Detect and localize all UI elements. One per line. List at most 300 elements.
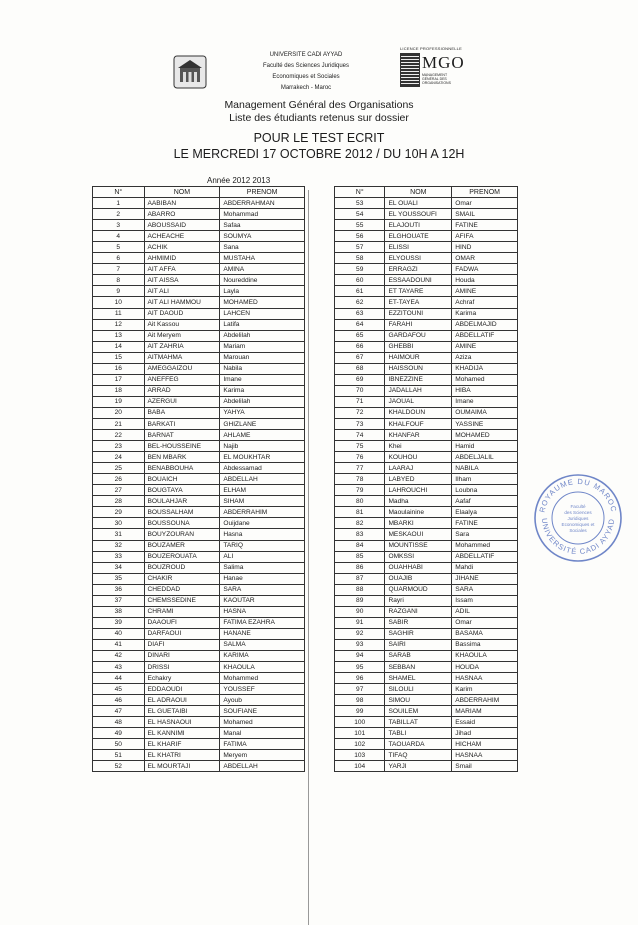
student-number: 41 — [93, 639, 145, 650]
table-row — [93, 198, 305, 209]
student-nom: OMKSSI — [385, 551, 452, 562]
table-row — [335, 650, 518, 661]
student-number: 2 — [93, 209, 145, 220]
table-row — [335, 529, 518, 540]
student-nom: YARJI — [385, 761, 452, 772]
student-nom: BOUYZOURAN — [144, 529, 220, 540]
student-number: 95 — [335, 662, 385, 673]
table-row — [335, 297, 518, 308]
student-nom: ABARRO — [144, 209, 220, 220]
student-prenom: LAHCEN — [220, 308, 305, 319]
table-row — [93, 396, 305, 407]
student-nom: EL MOURTAJI — [144, 761, 220, 772]
student-number: 65 — [335, 330, 385, 341]
student-nom: KHALDOUN — [385, 407, 452, 418]
student-nom: SIMOU — [385, 695, 452, 706]
student-prenom: HOUDA — [452, 662, 518, 673]
student-nom: BOUGTAYA — [144, 485, 220, 496]
table-row — [93, 231, 305, 242]
student-number: 8 — [93, 275, 145, 286]
student-nom: IBNEZZINE — [385, 374, 452, 385]
student-prenom: Karim — [452, 684, 518, 695]
student-nom: ABOUSSAID — [144, 220, 220, 231]
table-row — [335, 407, 518, 418]
table-row — [335, 695, 518, 706]
student-number: 94 — [335, 650, 385, 661]
student-prenom: ABDERRAHIM — [220, 507, 305, 518]
student-nom: Rayri — [385, 595, 452, 606]
student-prenom: Abdessamad — [220, 463, 305, 474]
table-row — [335, 308, 518, 319]
student-prenom: MOHAMED — [220, 297, 305, 308]
student-prenom: HASNAA — [452, 673, 518, 684]
student-nom: LAARAJ — [385, 463, 452, 474]
student-nom: ERRAGZI — [385, 264, 452, 275]
student-nom: ET-TAYEA — [385, 297, 452, 308]
table-row — [335, 363, 518, 374]
student-nom: JAOUAL — [385, 396, 452, 407]
student-nom: SAIRI — [385, 639, 452, 650]
table-row — [93, 750, 305, 761]
student-prenom: GHIZLANE — [220, 418, 305, 429]
table-row — [335, 286, 518, 297]
student-number: 85 — [335, 551, 385, 562]
table-row — [335, 374, 518, 385]
student-prenom: HASNAA — [452, 750, 518, 761]
stamp-center-line: Sociales — [569, 528, 587, 533]
table-row — [93, 739, 305, 750]
table-row — [93, 441, 305, 452]
table-row — [335, 220, 518, 231]
table-row — [93, 529, 305, 540]
table-row — [93, 650, 305, 661]
student-number: 96 — [335, 673, 385, 684]
table-row — [93, 496, 305, 507]
table-row — [93, 639, 305, 650]
mgo-logo — [400, 46, 496, 98]
table-row — [93, 452, 305, 463]
table-row — [335, 341, 518, 352]
table-row — [93, 341, 305, 352]
student-nom: BOUSSOUNA — [144, 518, 220, 529]
table-row — [335, 396, 518, 407]
table-row — [335, 518, 518, 529]
student-prenom: Smail — [452, 761, 518, 772]
table-row — [93, 430, 305, 441]
student-nom: ACHEACHE — [144, 231, 220, 242]
student-nom: SEBBAN — [385, 662, 452, 673]
student-number: 45 — [93, 684, 145, 695]
student-number: 75 — [335, 441, 385, 452]
student-prenom: Mahdi — [452, 562, 518, 573]
student-number: 90 — [335, 606, 385, 617]
table-row — [335, 639, 518, 650]
student-number: 67 — [335, 352, 385, 363]
table-row — [335, 452, 518, 463]
table-row — [93, 330, 305, 341]
test-title: POUR LE TEST ECRIT — [253, 131, 385, 145]
student-prenom: Mohammed — [220, 673, 305, 684]
student-nom: DRISSI — [144, 662, 220, 673]
student-number: 103 — [335, 750, 385, 761]
student-number: 60 — [335, 275, 385, 286]
student-prenom: KHAOULA — [452, 650, 518, 661]
student-number: 19 — [93, 396, 145, 407]
student-number: 21 — [93, 418, 145, 429]
student-number: 77 — [335, 463, 385, 474]
student-prenom: OUMAIMA — [452, 407, 518, 418]
student-number: 49 — [93, 728, 145, 739]
student-number: 16 — [93, 363, 145, 374]
student-prenom: Aziza — [452, 352, 518, 363]
student-number: 78 — [335, 474, 385, 485]
student-nom: CHRAMI — [144, 606, 220, 617]
student-nom: MESKAOUI — [385, 529, 452, 540]
student-nom: AIT ZAHRIA — [144, 341, 220, 352]
student-number: 37 — [93, 595, 145, 606]
student-prenom: Hasna — [220, 529, 305, 540]
student-number: 47 — [93, 706, 145, 717]
student-nom: AMEGGAIZOU — [144, 363, 220, 374]
student-number: 11 — [93, 308, 145, 319]
student-nom: BEN MBARK — [144, 452, 220, 463]
student-number: 10 — [93, 297, 145, 308]
student-nom: OUAJIB — [385, 573, 452, 584]
student-prenom: KAOUTAR — [220, 595, 305, 606]
student-nom: EL KHARIF — [144, 739, 220, 750]
table-row — [93, 595, 305, 606]
student-nom: KHALFOUF — [385, 418, 452, 429]
student-prenom: ABDELLAH — [220, 761, 305, 772]
student-number: 5 — [93, 242, 145, 253]
student-nom: SHAMEL — [385, 673, 452, 684]
student-number: 59 — [335, 264, 385, 275]
student-number: 22 — [93, 430, 145, 441]
student-number: 79 — [335, 485, 385, 496]
table-row — [335, 507, 518, 518]
student-nom: Maoulainine — [385, 507, 452, 518]
table-row — [335, 474, 518, 485]
student-prenom: HIBA — [452, 385, 518, 396]
student-number: 69 — [335, 374, 385, 385]
table-row — [93, 728, 305, 739]
table-row — [335, 573, 518, 584]
table-row — [93, 374, 305, 385]
student-number: 12 — [93, 319, 145, 330]
student-prenom: FATINE — [452, 518, 518, 529]
student-prenom: AFIFA — [452, 231, 518, 242]
mgo-text: MGO — [422, 53, 465, 72]
table-row — [335, 264, 518, 275]
table-row — [335, 385, 518, 396]
table-row — [335, 706, 518, 717]
student-number: 46 — [93, 695, 145, 706]
table-row — [93, 220, 305, 231]
student-nom: ELISSI — [385, 242, 452, 253]
table-row — [335, 739, 518, 750]
student-prenom: AHLAME — [220, 430, 305, 441]
student-number: 28 — [93, 496, 145, 507]
student-nom: SOUILEM — [385, 706, 452, 717]
student-prenom: Ouijdane — [220, 518, 305, 529]
student-number: 25 — [93, 463, 145, 474]
student-number: 24 — [93, 452, 145, 463]
student-number: 38 — [93, 606, 145, 617]
student-prenom: Salima — [220, 562, 305, 573]
student-prenom: Imane — [220, 374, 305, 385]
table-row — [335, 540, 518, 551]
student-prenom: HIND — [452, 242, 518, 253]
student-prenom: Imane — [452, 396, 518, 407]
table-row — [335, 418, 518, 429]
student-prenom: Karima — [220, 385, 305, 396]
student-prenom: ADIL — [452, 606, 518, 617]
stamp-bottom-text: UNIVERSITÉ CADI AYYAD — [539, 517, 617, 557]
student-nom: DINARI — [144, 650, 220, 661]
table-row — [335, 628, 518, 639]
student-prenom: FADWA — [452, 264, 518, 275]
student-prenom: SOUFIANE — [220, 706, 305, 717]
student-prenom: YAHYA — [220, 407, 305, 418]
student-nom: HAISSOUN — [385, 363, 452, 374]
table-row — [93, 684, 305, 695]
student-prenom: SARA — [452, 584, 518, 595]
table-row — [335, 352, 518, 363]
student-number: 23 — [93, 441, 145, 452]
student-number: 30 — [93, 518, 145, 529]
student-number: 88 — [335, 584, 385, 595]
student-nom: EL HASNAOUI — [144, 717, 220, 728]
table-row — [93, 617, 305, 628]
student-number: 83 — [335, 529, 385, 540]
table-row — [335, 606, 518, 617]
table-row — [335, 662, 518, 673]
student-number: 50 — [93, 739, 145, 750]
student-number: 15 — [93, 352, 145, 363]
table-row — [93, 706, 305, 717]
student-nom: CHEDDAD — [144, 584, 220, 595]
student-prenom: Safaa — [220, 220, 305, 231]
student-prenom: SIHAM — [220, 496, 305, 507]
student-number: 87 — [335, 573, 385, 584]
student-number: 63 — [335, 308, 385, 319]
student-nom: LAHROUCHI — [385, 485, 452, 496]
table-row — [93, 463, 305, 474]
student-prenom: AMINE — [452, 341, 518, 352]
student-nom: ELAJOUTI — [385, 220, 452, 231]
student-prenom: Mohammad — [220, 209, 305, 220]
student-nom: OUAHHABI — [385, 562, 452, 573]
student-nom: AITMAHMA — [144, 352, 220, 363]
document-header — [0, 0, 638, 190]
student-number: 92 — [335, 628, 385, 639]
student-nom: JADALLAH — [385, 385, 452, 396]
mgo-logo-mark — [400, 53, 420, 87]
table-row — [335, 496, 518, 507]
table-row — [93, 275, 305, 286]
col-header-nom: NOM — [144, 187, 220, 198]
table-row — [335, 617, 518, 628]
student-number: 58 — [335, 253, 385, 264]
student-prenom: YOUSSEF — [220, 684, 305, 695]
table-row — [93, 308, 305, 319]
student-number: 89 — [335, 595, 385, 606]
student-prenom: Hamid — [452, 441, 518, 452]
stamp-center-line: Juridiques — [567, 516, 589, 521]
student-number: 35 — [93, 573, 145, 584]
student-prenom: HASNA — [220, 606, 305, 617]
student-nom: AIT DAOUD — [144, 308, 220, 319]
student-prenom: Latifa — [220, 319, 305, 330]
table-row — [93, 319, 305, 330]
stamp-center-line: Faculté — [570, 504, 586, 509]
student-nom: ARRAD — [144, 385, 220, 396]
student-prenom: ABDELLAH — [220, 474, 305, 485]
institution-block — [226, 50, 386, 94]
student-nom: BARNAT — [144, 430, 220, 441]
student-prenom: Bassima — [452, 639, 518, 650]
test-date: LE MERCREDI 17 OCTOBRE 2012 / DU 10H A 12H — [173, 147, 465, 161]
student-prenom: BASAMA — [452, 628, 518, 639]
student-prenom: Abdelilah — [220, 396, 305, 407]
col-header-prenom: PRENOM — [220, 187, 305, 198]
student-nom: EL GUETAIBI — [144, 706, 220, 717]
table-row — [93, 673, 305, 684]
col-header-num: N° — [93, 187, 145, 198]
student-prenom: SARA — [220, 584, 305, 595]
table-row — [93, 662, 305, 673]
table-row — [93, 562, 305, 573]
student-prenom: KHAOULA — [220, 662, 305, 673]
student-nom: TABILLAT — [385, 717, 452, 728]
table-row — [335, 595, 518, 606]
student-number: 14 — [93, 341, 145, 352]
table-row — [93, 551, 305, 562]
student-nom: EDDAOUDI — [144, 684, 220, 695]
student-prenom: Nabila — [220, 363, 305, 374]
student-nom: KOUHOU — [385, 452, 452, 463]
student-nom: ANEFFEG — [144, 374, 220, 385]
table-row — [93, 507, 305, 518]
student-prenom: ABDERRAHMAN — [220, 198, 305, 209]
institution-line: UNIVERSITE CADI AYYAD — [269, 52, 343, 58]
student-prenom: JIHANE — [452, 573, 518, 584]
student-prenom: ABDELLATIF — [452, 551, 518, 562]
student-number: 20 — [93, 407, 145, 418]
student-prenom: Jihad — [452, 728, 518, 739]
student-nom: QUARMOUD — [385, 584, 452, 595]
table-row — [335, 209, 518, 220]
student-nom: ESSAADOUNI — [385, 275, 452, 286]
student-prenom: OMAR — [452, 253, 518, 264]
student-prenom: Mohammed — [452, 540, 518, 551]
student-number: 44 — [93, 673, 145, 684]
student-number: 100 — [335, 717, 385, 728]
student-number: 93 — [335, 639, 385, 650]
student-number: 104 — [335, 761, 385, 772]
table-row — [93, 474, 305, 485]
col-header-prenom: PRENOM — [452, 187, 518, 198]
student-prenom: KHADIJA — [452, 363, 518, 374]
student-nom: BOUSSALHAM — [144, 507, 220, 518]
student-prenom: YASSINE — [452, 418, 518, 429]
student-number: 86 — [335, 562, 385, 573]
student-number: 99 — [335, 706, 385, 717]
table-row — [93, 418, 305, 429]
student-nom: TAOUARDA — [385, 739, 452, 750]
student-nom: BEL-HOUSSEINE — [144, 441, 220, 452]
student-nom: SAGHIR — [385, 628, 452, 639]
student-nom: DAAOUFI — [144, 617, 220, 628]
student-prenom: FATINE — [452, 220, 518, 231]
student-prenom: Manal — [220, 728, 305, 739]
student-nom: EL KANNIMI — [144, 728, 220, 739]
table-row — [93, 352, 305, 363]
student-number: 9 — [93, 286, 145, 297]
student-prenom: NABILA — [452, 463, 518, 474]
student-nom: Echakry — [144, 673, 220, 684]
student-number: 27 — [93, 485, 145, 496]
table-body-left — [93, 198, 305, 772]
table-row — [335, 231, 518, 242]
student-prenom: Ilham — [452, 474, 518, 485]
student-nom: Madha — [385, 496, 452, 507]
student-prenom: Meryem — [220, 750, 305, 761]
table-row — [93, 540, 305, 551]
student-prenom: Mohamed — [220, 717, 305, 728]
table-row — [335, 319, 518, 330]
student-number: 1 — [93, 198, 145, 209]
student-number: 36 — [93, 584, 145, 595]
table-row — [93, 385, 305, 396]
student-prenom: MARIAM — [452, 706, 518, 717]
table-row — [93, 363, 305, 374]
student-nom: AIT ALI — [144, 286, 220, 297]
student-nom: EZZITOUNI — [385, 308, 452, 319]
student-number: 70 — [335, 385, 385, 396]
student-prenom: Marouan — [220, 352, 305, 363]
student-prenom: SALMA — [220, 639, 305, 650]
student-prenom: MUSTAHA — [220, 253, 305, 264]
table-row — [335, 717, 518, 728]
table-row — [93, 761, 305, 772]
student-prenom: ABDELLATIF — [452, 330, 518, 341]
mgo-subtitle: MANAGEMENT GÉNÉRAL DES ORGANISATIONS — [422, 73, 451, 85]
table-row — [93, 407, 305, 418]
institution-line: Marrakech - Maroc — [280, 85, 332, 91]
student-nom: RAZGANI — [385, 606, 452, 617]
student-nom: EL OUALI — [385, 198, 452, 209]
student-nom: SILOULI — [385, 684, 452, 695]
student-number: 101 — [335, 728, 385, 739]
student-prenom: FATIMA EZAHRA — [220, 617, 305, 628]
student-nom: CHAKIR — [144, 573, 220, 584]
table-row — [93, 717, 305, 728]
table-row — [335, 761, 518, 772]
student-prenom: ABDELJALIL — [452, 452, 518, 463]
student-nom: BOUAICH — [144, 474, 220, 485]
student-number: 62 — [335, 297, 385, 308]
table-row — [335, 275, 518, 286]
student-prenom: KARIMA — [220, 650, 305, 661]
table-row — [93, 606, 305, 617]
student-nom: ET TAYARE — [385, 286, 452, 297]
student-number: 17 — [93, 374, 145, 385]
academic-year: Année 2012 2013 — [207, 176, 271, 185]
student-number: 66 — [335, 341, 385, 352]
table-body-right — [335, 198, 518, 772]
student-nom: AABIBAN — [144, 198, 220, 209]
